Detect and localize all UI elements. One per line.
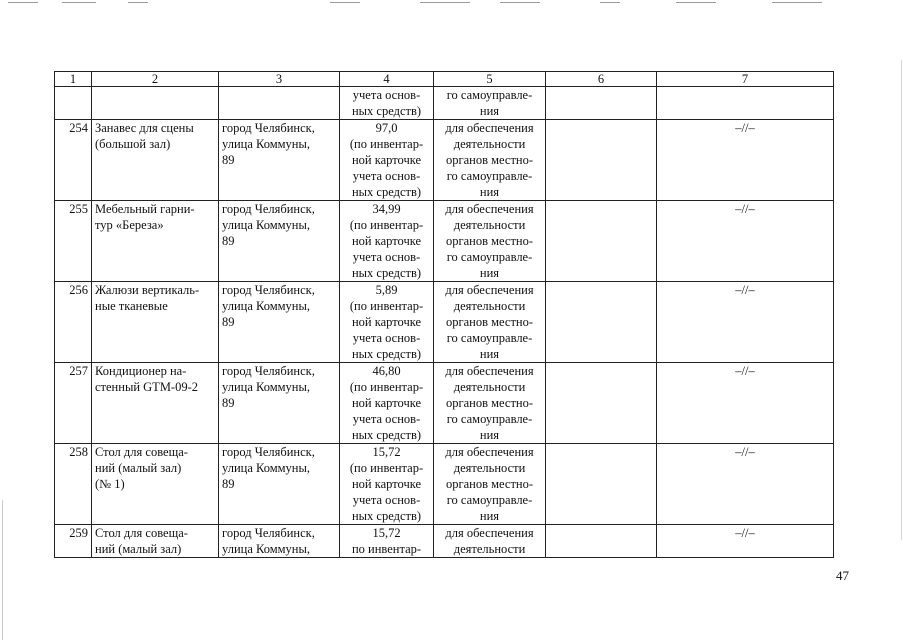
- item-purpose-line: деятельности: [453, 218, 526, 232]
- continuation-purpose-line: ния: [479, 104, 500, 118]
- item-purpose-line: для обеспечения: [445, 121, 534, 135]
- item-value: [340, 282, 434, 363]
- item-number: 256: [55, 282, 92, 363]
- item-value-line: ной карточке: [351, 396, 422, 410]
- item-name: [92, 201, 219, 282]
- item-value-line: по инвентар-: [351, 542, 422, 556]
- item-col7: –//–: [657, 120, 834, 201]
- table-row: [55, 120, 834, 201]
- item-address: [219, 120, 340, 201]
- item-col7: –//–: [657, 444, 834, 525]
- item-purpose-line: деятельности: [453, 542, 526, 556]
- continuation-cell-address: [219, 87, 340, 120]
- continuation-cell-col6: [546, 87, 657, 120]
- item-value-line: учета основ-: [352, 169, 421, 183]
- item-purpose-line: ния: [479, 347, 500, 361]
- item-name-line: Кондиционер на-: [95, 364, 187, 378]
- table-row: [55, 201, 834, 282]
- item-value-line: учета основ-: [352, 331, 421, 345]
- item-value-line: учета основ-: [352, 250, 421, 264]
- continuation-row: [55, 87, 834, 120]
- item-address-line: улица Коммуны,: [222, 218, 311, 232]
- item-value-line: ной карточке: [351, 315, 422, 329]
- item-name-line: ний (малый зал): [95, 461, 182, 475]
- item-value: [340, 201, 434, 282]
- item-address-line: улица Коммуны,: [222, 461, 311, 475]
- item-address: [219, 363, 340, 444]
- item-purpose: [434, 363, 546, 444]
- item-number: 258: [55, 444, 92, 525]
- header-cell: 6: [546, 72, 657, 87]
- header-cell: 3: [219, 72, 340, 87]
- table-row: [55, 525, 834, 558]
- item-value-line: ных средств): [351, 185, 422, 199]
- item-address-line: улица Коммуны,: [222, 137, 311, 151]
- item-address-line: 89: [222, 234, 235, 248]
- item-name-line: Занавес для сцены: [95, 121, 194, 135]
- item-col7: –//–: [657, 201, 834, 282]
- item-name-line: Стол для совеща-: [95, 526, 188, 540]
- item-name-line: Стол для совеща-: [95, 445, 188, 459]
- item-name-line: Жалюзи вертикаль-: [95, 283, 200, 297]
- item-purpose-line: для обеспечения: [445, 445, 534, 459]
- scan-artifact-right: [901, 60, 902, 540]
- item-purpose-line: деятельности: [453, 137, 526, 151]
- item-purpose-line: органов местно-: [445, 234, 534, 248]
- item-name: [92, 363, 219, 444]
- table-row: [55, 363, 834, 444]
- item-name-line: стенный GTM-09-2: [95, 380, 199, 394]
- item-name-line: (большой зал): [95, 137, 171, 151]
- item-value-line: (по инвентар-: [349, 137, 424, 151]
- item-value-line: 97,0: [375, 121, 398, 135]
- continuation-value-line: учета основ-: [352, 88, 421, 102]
- item-purpose-line: деятельности: [453, 461, 526, 475]
- item-col6: [546, 363, 657, 444]
- item-name: [92, 120, 219, 201]
- item-purpose-line: го самоуправле-: [446, 331, 533, 345]
- continuation-cell-name: [92, 87, 219, 120]
- item-col7: –//–: [657, 525, 834, 558]
- item-value-line: 15,72: [372, 526, 401, 540]
- item-address-line: город Челябинск,: [222, 283, 315, 297]
- continuation-cell-value: [340, 87, 434, 120]
- item-address: [219, 282, 340, 363]
- continuation-cell-num: [55, 87, 92, 120]
- item-col6: [546, 120, 657, 201]
- item-address-line: город Челябинск,: [222, 202, 315, 216]
- table-row: [55, 282, 834, 363]
- item-value-line: (по инвентар-: [349, 380, 424, 394]
- item-value-line: ных средств): [351, 266, 422, 280]
- item-value: [340, 363, 434, 444]
- item-value-line: учета основ-: [352, 412, 421, 426]
- item-purpose-line: органов местно-: [445, 477, 534, 491]
- item-address: [219, 444, 340, 525]
- item-purpose: [434, 525, 546, 558]
- scan-artifact-top: [0, 0, 905, 8]
- continuation-value-line: ных средств): [351, 104, 422, 118]
- header-cell: 2: [92, 72, 219, 87]
- item-address: [219, 201, 340, 282]
- page-number: 47: [836, 568, 849, 583]
- item-value: [340, 444, 434, 525]
- item-purpose-line: для обеспечения: [445, 202, 534, 216]
- continuation-purpose-line: го самоуправле-: [446, 88, 533, 102]
- header-cell: 1: [55, 72, 92, 87]
- item-address-line: город Челябинск,: [222, 526, 315, 540]
- item-col6: [546, 444, 657, 525]
- property-registry-table: [54, 71, 834, 558]
- item-purpose-line: го самоуправле-: [446, 493, 533, 507]
- item-purpose-line: для обеспечения: [445, 526, 534, 540]
- item-value-line: ной карточке: [351, 477, 422, 491]
- item-purpose-line: органов местно-: [445, 153, 534, 167]
- item-purpose-line: го самоуправле-: [446, 412, 533, 426]
- item-number: 254: [55, 120, 92, 201]
- item-purpose-line: для обеспечения: [445, 364, 534, 378]
- continuation-cell-col7: [657, 87, 834, 120]
- item-col6: [546, 525, 657, 558]
- item-value-line: (по инвентар-: [349, 299, 424, 313]
- item-name: [92, 444, 219, 525]
- item-value-line: ных средств): [351, 509, 422, 523]
- item-name-line: ний (малый зал): [95, 542, 182, 556]
- item-address-line: 89: [222, 396, 235, 410]
- item-col6: [546, 201, 657, 282]
- item-address-line: улица Коммуны,: [222, 380, 311, 394]
- item-purpose: [434, 282, 546, 363]
- item-number: 259: [55, 525, 92, 558]
- item-value: [340, 120, 434, 201]
- item-purpose-line: ния: [479, 266, 500, 280]
- item-value-line: 46,80: [372, 364, 401, 378]
- scan-artifact-left: [2, 500, 3, 640]
- item-value-line: 34,99: [372, 202, 401, 216]
- item-purpose-line: органов местно-: [445, 396, 534, 410]
- item-col6: [546, 282, 657, 363]
- item-name-line: (№ 1): [95, 477, 125, 491]
- item-number: 257: [55, 363, 92, 444]
- item-purpose: [434, 444, 546, 525]
- column-number-header-row: [55, 72, 834, 87]
- item-address-line: город Челябинск,: [222, 364, 315, 378]
- item-purpose-line: для обеспечения: [445, 283, 534, 297]
- header-cell: 4: [340, 72, 434, 87]
- item-name-line: Мебельный гарни-: [95, 202, 195, 216]
- item-address-line: 89: [222, 315, 235, 329]
- item-value: [340, 525, 434, 558]
- item-value-line: ной карточке: [351, 153, 422, 167]
- item-name: [92, 525, 219, 558]
- item-purpose-line: деятельности: [453, 380, 526, 394]
- item-purpose-line: го самоуправле-: [446, 169, 533, 183]
- item-value-line: ных средств): [351, 347, 422, 361]
- item-name-line: ные тканевые: [95, 299, 168, 313]
- item-purpose-line: ния: [479, 509, 500, 523]
- item-number: 255: [55, 201, 92, 282]
- table-row: [55, 444, 834, 525]
- item-purpose-line: ния: [479, 428, 500, 442]
- item-purpose-line: органов местно-: [445, 315, 534, 329]
- item-value-line: (по инвентар-: [349, 461, 424, 475]
- item-purpose-line: го самоуправле-: [446, 250, 533, 264]
- item-value-line: ных средств): [351, 428, 422, 442]
- item-value-line: 5,89: [375, 283, 398, 297]
- item-value-line: (по инвентар-: [349, 218, 424, 232]
- item-col7: –//–: [657, 282, 834, 363]
- item-address-line: 89: [222, 153, 235, 167]
- item-address-line: улица Коммуны,: [222, 299, 311, 313]
- header-cell: 5: [434, 72, 546, 87]
- header-cell: 7: [657, 72, 834, 87]
- item-address-line: город Челябинск,: [222, 121, 315, 135]
- item-address-line: 89: [222, 477, 235, 491]
- item-value-line: ной карточке: [351, 234, 422, 248]
- item-value-line: 15,72: [372, 445, 401, 459]
- item-name-line: тур «Береза»: [95, 218, 164, 232]
- item-value-line: учета основ-: [352, 493, 421, 507]
- item-purpose: [434, 201, 546, 282]
- item-purpose: [434, 120, 546, 201]
- continuation-cell-purpose: [434, 87, 546, 120]
- item-address-line: улица Коммуны,: [222, 542, 311, 556]
- item-col7: –//–: [657, 363, 834, 444]
- item-purpose-line: ния: [479, 185, 500, 199]
- item-address: [219, 525, 340, 558]
- item-name: [92, 282, 219, 363]
- item-address-line: город Челябинск,: [222, 445, 315, 459]
- item-purpose-line: деятельности: [453, 299, 526, 313]
